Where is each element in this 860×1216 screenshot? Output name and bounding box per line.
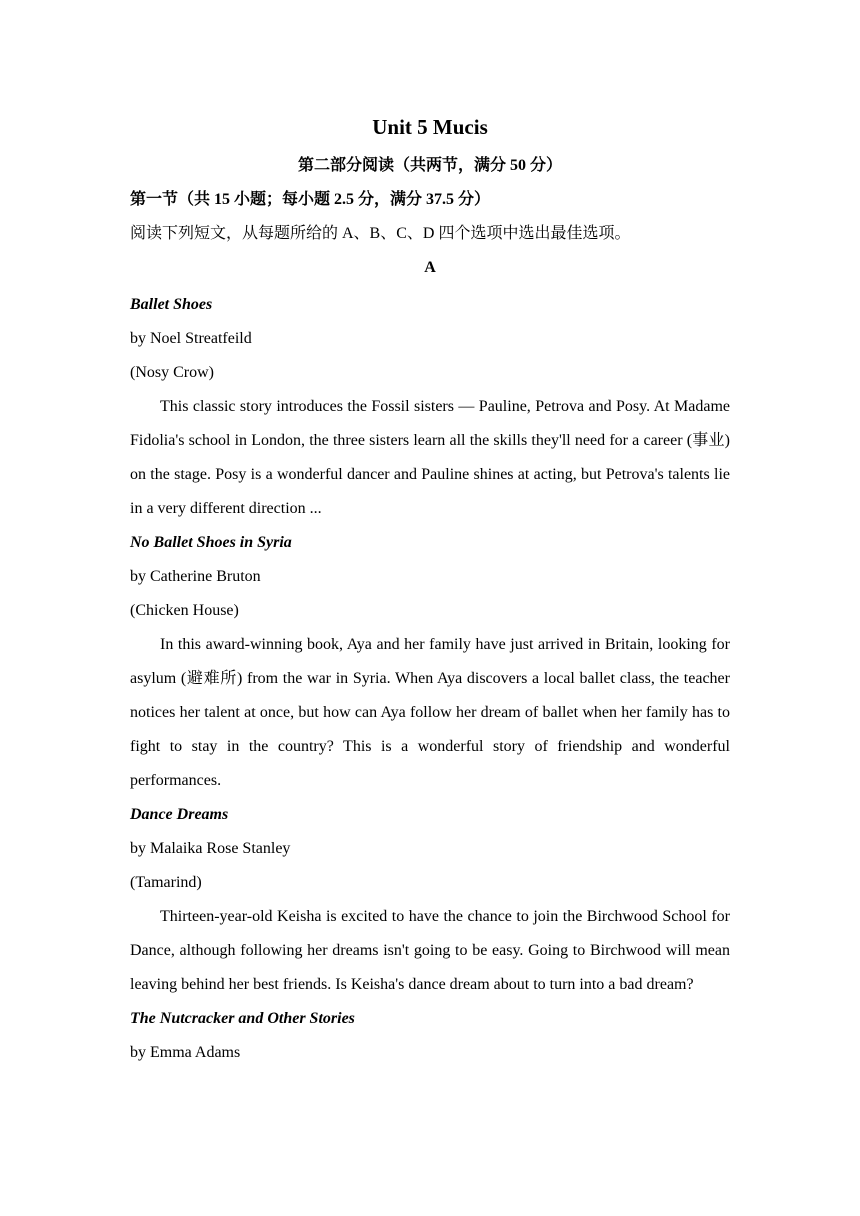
book-author: by Noel Streatfeild (130, 330, 252, 347)
book-title: Dance Dreams (130, 806, 229, 823)
book-author: by Malaika Rose Stanley (130, 840, 291, 857)
part-heading: 第二部分阅读（共两节，满分 50 分） (297, 157, 562, 174)
document-title: Unit 5 Mucis (372, 115, 488, 139)
book-publisher: (Nosy Crow) (130, 364, 214, 381)
book-author: by Emma Adams (130, 1044, 241, 1061)
passage-label: A (424, 259, 436, 276)
passage-body (130, 288, 730, 1070)
book-description: This classic story introduces the Fossil sisters — Pauline, Petrova and Posy. At Madame Fidolia's school in London, the three sisters learn all the skills they'll need for a career (事业) on the stage. Posy is a wonderful dancer and Pauline shines at acting, but Petrova's talents lie in a very different direction ... (130, 398, 730, 517)
book-author: by Catherine Bruton (130, 568, 261, 585)
book-description: Thirteen-year-old Keisha is excited to have the chance to join the Birchwood School for Dance, although following her dreams isn't going to be easy. Going to Birchwood will mean leaving behind her best friends. Is Keisha's dance dream about to turn into a bad dream? (130, 908, 730, 993)
section-heading: 第一节（共 15 小题；每小题 2.5 分，满分 37.5 分） (130, 191, 491, 208)
book-title: The Nutcracker and Other Stories (130, 1010, 355, 1027)
instructions: 阅读下列短文，从每题所给的 A、B、C、D 四个选项中选出最佳选项。 (130, 225, 631, 242)
book-description: In this award-winning book, Aya and her family have just arrived in Britain, looking for asylum (避难所) from the war in Syria. When Aya discovers a local ballet class, the teacher notices her talent at once, but how can Aya follow her dream of ballet when her family has to fight to stay in the country? This is a wonderful story of friendship and wonderful performances. (130, 636, 730, 789)
book-publisher: (Chicken House) (130, 602, 239, 619)
book-publisher: (Tamarind) (130, 874, 202, 891)
book-title: No Ballet Shoes in Syria (130, 534, 292, 551)
book-title: Ballet Shoes (130, 296, 213, 313)
